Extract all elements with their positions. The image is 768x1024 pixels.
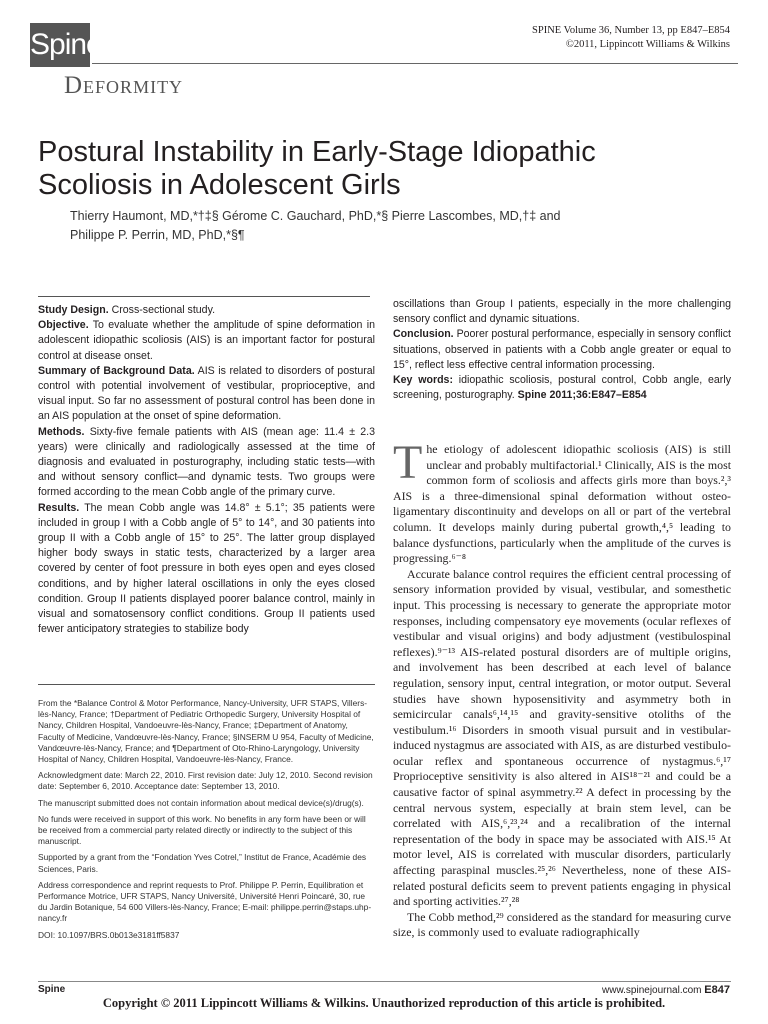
- footer-page-info: [602, 984, 730, 996]
- methods-head: Methods.: [38, 425, 85, 438]
- body-paragraph-3: The Cobb method,²⁹ considered as the standard for measuring curve size, is commonly used to evaluate radiographically: [393, 909, 731, 940]
- study-design-head: Study Design.: [38, 304, 109, 316]
- results-text: The mean Cobb angle was 14.8° ± 5.1°; 35 patients were included in group I with a Cobb angle of 5° to 14°, and 30 patients into group II with a Cobb angle of 15° to 25°. The latter group displayed higher body sways in static tests, characterized by a larger area covered by center of foot pressure in both eyes open and eyes closed conditions, and by higher lateral oscillations in only the eyes closed condition. Group II patients displayed poorer balance control, mainly in visual and somatosensory conflict conditions. Group II patients used fewer anticipatory strategies to stabilize body: [38, 501, 375, 636]
- body-paragraph-1: [393, 436, 731, 567]
- results: [38, 501, 375, 638]
- abstract-top-rule: [38, 296, 370, 297]
- methods: [38, 425, 375, 501]
- conclusion-text: Poorer postural performance, especially in sensory conflict situations, observed in patients with a Cobb angle greater or equal to 15°, reflect less effective central information processing.: [393, 328, 731, 371]
- body-text: [393, 436, 731, 941]
- journal-info: [532, 24, 730, 52]
- journal-copyright: ©2011, Lippincott Williams & Wilkins: [565, 39, 730, 50]
- objective: [38, 318, 375, 364]
- header-rule: [92, 63, 738, 64]
- abstract-continued: [393, 297, 731, 403]
- authors-line-2: Philippe P. Perrin, MD, PhD,*§¶: [70, 228, 245, 242]
- footer-website[interactable]: www.spinejournal.com: [602, 985, 702, 996]
- footer-journal: Spine: [38, 984, 66, 995]
- study-design: [38, 303, 375, 318]
- results-continued: oscillations than Group I patients, especially in the more challenging sensory conflict and dynamic situations.: [393, 298, 731, 326]
- objective-text: To evaluate whether the amplitude of spine deformation in adolescent idiopathic scoliosis (AIS) is an important factor for postural control at disease onset.: [38, 319, 375, 362]
- study-design-text: Cross-sectional study.: [111, 304, 216, 316]
- journal-logo: Spine: [30, 23, 90, 67]
- device-statement: The manuscript submitted does not contain information about medical device(s)/drug(s).: [38, 797, 364, 808]
- keywords-text: idiopathic scoliosis, postural control, Cobb angle, early screening, posturography.: [393, 374, 731, 402]
- footnotes: [38, 698, 375, 946]
- citation: Spine 2011;36:E847–E854: [517, 389, 647, 402]
- keywords-head: Key words:: [393, 374, 453, 387]
- footnote-rule: [38, 684, 375, 685]
- objective-head: Objective.: [38, 319, 89, 332]
- summary-text: AIS is related to disorders of postural control with potential involvement of vestibular, proprioceptive, and visual input. So far no assessment of postural control has been done in an AIS population at the onset of spine deformation.: [38, 364, 375, 423]
- title-line-1: Postural Instability in Early-Stage Idiopathic: [38, 136, 596, 168]
- keywords: [393, 373, 731, 403]
- summary-head: Summary of Background Data.: [38, 364, 195, 377]
- dates: Acknowledgment date: March 22, 2010. First revision date: July 12, 2010. Second revision date: September 6, 2010. Acceptance date: September 13, 2010.: [38, 770, 373, 792]
- conclusion: [393, 327, 731, 373]
- authors-line-1: Thierry Haumont, MD,*†‡§ Gérome C. Gauchard, PhD,*§ Pierre Lascombes, MD,†‡ and: [70, 209, 561, 223]
- drop-cap: T: [393, 436, 423, 489]
- summary-background: [38, 364, 375, 425]
- article-title: [38, 136, 718, 202]
- copyright-notice: Copyright © 2011 Lippincott Williams & Wilkins. Unauthorized reproduction of this article is prohibited.: [102, 996, 666, 1010]
- footer-rule: [38, 981, 731, 982]
- doi: DOI: 10.1097/BRS.0b013e3181ff5837: [38, 929, 180, 940]
- title-line-2: Scoliosis in Adolescent Girls: [38, 169, 401, 201]
- body-paragraph-1-text: he etiology of adolescent idiopathic scoliosis (AIS) is still unclear and probably multifactorial.¹ Clinically, AIS is the most common form of scoliosis and affects girls more than boys.²,³ AIS is a three-dimensional spinal deformation without osteo-ligamentary discontinuity and develops on all or part of the vertebral column. It develops mainly during pubertal growth,⁴,⁵ leading to balance dysfunctions, particularly when the amplitude of the curves is progressing.⁶⁻⁸: [393, 442, 731, 566]
- results-head: Results.: [38, 501, 80, 514]
- support-statement: Supported by a grant from the “Fondation Yves Cotrel,” Institut de France, Académie des Sciences, Paris.: [38, 852, 367, 874]
- author-list: [70, 207, 690, 245]
- abstract: [38, 303, 375, 637]
- correspondence: Address correspondence and reprint requests to Prof. Philippe P. Perrin, Equilibration et Performance Motrice, UFR STAPS, Nancy Université, Université Henri Poincaré, 30, rue du Jardin Botanique, 54 600 Villers-lès-Nancy, France; E-mail: philippe.perrin@staps.uhp-nancy.fr: [38, 879, 372, 924]
- affiliations: From the *Balance Control & Motor Performance, Nancy-University, UFR STAPS, Villers-lès-Nancy, France; †Department of Pediatric Orthopedic Surgery, University Hospital of Nancy, Children Hospital, Vandoeuvre-lès-Nancy, France; ‡Department of Anatomy, Faculty of Medicine, Vandœuvre-lès-Nancy, France; §INSERM U 954, Faculty of Medicine, Vandœuvre-lès-Nancy, France; and ¶Department of Oto-Rhino-Laryngology, University Hospital of Nancy, Children Hospital, Vandoeuvre-lès-Nancy, France.: [38, 698, 374, 765]
- journal-volume: SPINE Volume 36, Number 13, pp E847–E854: [532, 25, 730, 36]
- conclusion-head: Conclusion.: [393, 328, 454, 341]
- section-label: Deformity: [64, 72, 184, 99]
- body-paragraph-2: Accurate balance control requires the efficient central processing of sensory information provided by visual, vestibular, and somesthetic input. This processing is necessary to generate the appropriate motor responses, including compensatory eye movements (ocular reflexes of vestibular and visual origins) and body adjustment (vestibulospinal reflexes).⁹⁻¹³ AIS-related postural disorders are of multiple origins, and involvement has been described at each level of balance regulation, sensory input, central integration, or motor output. Several studies have shown hyposensitivity and asymmetry both in semicircular canals⁶,¹⁴,¹⁵ and gravity-sensitive otoliths of the vestibulum.¹⁶ Disorders in smooth visual pursuit and in vestibular-induced nystagmus are associated with AIS, as are disturbed vestibulo-ocular reflex and spontaneous occurrence of nystagmus.⁶,¹⁷ Proprioceptive sensitivity is also altered in AIS¹⁸⁻²¹ and could be a causative factor of spinal asymmetry.²² A defect in processing by the central nervous system, especially at brain stem level, can be correlated with AIS,⁶,²³,²⁴ and a recalibration of the internal representation of the body in space may be associated with AIS.¹⁵ At motor level, AIS is correlated with muscular disorders, particularly affecting paraspinal muscles.²⁵,²⁶ Nevertheless, none of these AIS-related postural deficits seem to prevent patients engaging in physical and sporting activities.²⁷,²⁸: [393, 566, 731, 909]
- methods-text: Sixty-five female patients with AIS (mean age: 11.4 ± 2.3 years) were clinically and radiologically assessed at the time of diagnosis and evaluated in posturography, including static tests—with and without sensory conflict—and dynamic tests. Two groups were formed according to the mean Cobb angle of the primary curve.: [38, 425, 375, 499]
- page-number: E847: [704, 984, 730, 996]
- funding-statement: No funds were received in support of this work. No benefits in any form have been or will be received from a commercial party related directly or indirectly to the subject of this manuscript.: [38, 813, 366, 847]
